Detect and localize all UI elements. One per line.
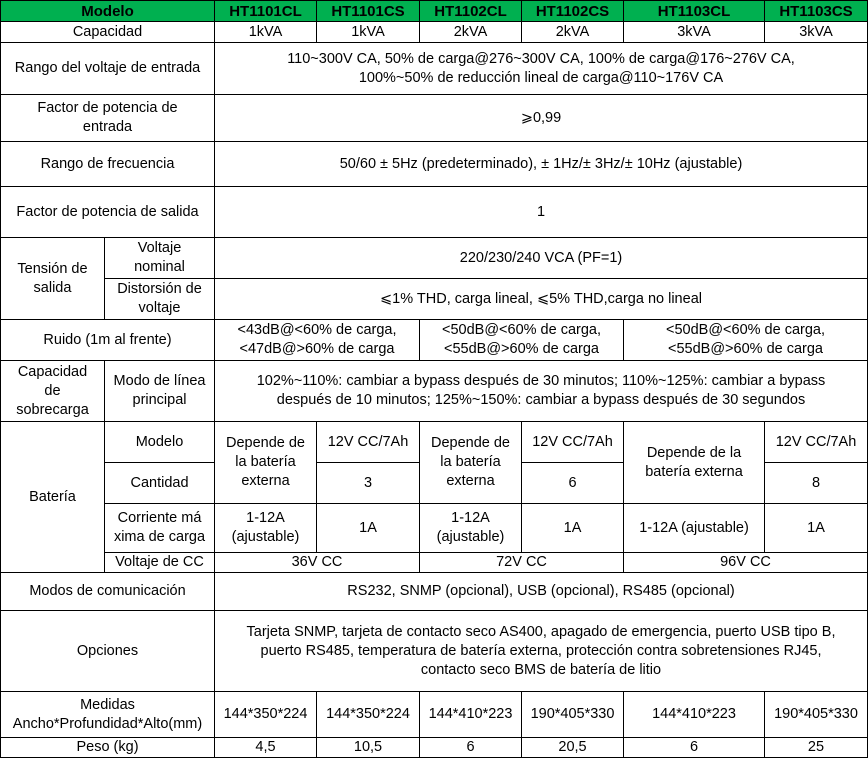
peso-value: 4,5	[215, 738, 317, 758]
bateria-corriente-value: 1-12A (ajustable)	[624, 504, 765, 553]
bateria-cantidad-value: 6	[522, 463, 624, 504]
rango-voltaje-value	[215, 43, 868, 95]
label-line: sobrecarga	[16, 401, 89, 418]
row-factor-salida	[1, 187, 868, 238]
label-line: principal	[132, 392, 187, 408]
bateria-externa	[420, 422, 522, 504]
label-line: Medidas	[80, 696, 135, 713]
label-line: Factor de potencia de	[37, 100, 178, 116]
value-line: Depende de	[430, 435, 510, 451]
row-rango-voltaje	[1, 43, 868, 95]
peso-value: 10,5	[317, 738, 420, 758]
value-line: (ajustable)	[436, 529, 505, 545]
factor-salida-value: 1	[215, 187, 868, 238]
value-line: la batería	[440, 454, 501, 470]
value-line: (ajustable)	[231, 529, 300, 545]
bateria-voltaje-value: 72V CC	[420, 553, 624, 573]
opciones-value	[215, 611, 868, 692]
value-line: 1-12A	[246, 510, 285, 526]
bateria-cantidad-value: 8	[765, 463, 868, 504]
value-line: <50dB@<60% de carga,	[665, 322, 826, 338]
row-bateria-corriente	[1, 504, 868, 553]
bateria-corriente-value	[420, 504, 522, 553]
value-line: <43dB@<60% de carga,	[237, 322, 397, 338]
bateria-cantidad-label: Cantidad	[105, 463, 215, 504]
medidas-value: 190*405*330	[522, 692, 624, 738]
value-line: <47dB@>60% de carga	[239, 341, 395, 357]
row-factor-entrada	[1, 95, 868, 142]
frecuencia-value: 50/60 ± 5Hz (predeterminado), ± 1Hz/± 3Hz/± 10Hz (ajustable)	[215, 142, 868, 187]
bateria-voltaje-value: 96V CC	[624, 553, 868, 573]
row-ruido	[1, 320, 868, 361]
ruido-value	[624, 320, 868, 361]
capacidad-value: 2kVA	[522, 22, 624, 43]
label-line: Ancho*Profundidad*Alto(mm)	[12, 715, 203, 732]
tension-salida-label	[1, 238, 105, 320]
label-line: Tensión de	[17, 260, 88, 277]
value-line: externa	[446, 473, 495, 489]
capacidad-label: Capacidad	[1, 22, 215, 43]
factor-entrada-label	[1, 95, 215, 142]
bateria-cantidad-value: 3	[317, 463, 420, 504]
medidas-value: 190*405*330	[765, 692, 868, 738]
value-line: puerto RS485, temperatura de batería externa, protección contra sobretensiones RJ45,	[260, 642, 822, 659]
header-model-3: HT1102CL	[420, 1, 522, 22]
label-line: voltaje	[138, 300, 181, 316]
bateria-label: Batería	[1, 422, 105, 573]
label-line: de	[44, 382, 61, 399]
row-peso	[1, 738, 868, 758]
comunicacion-value: RS232, SNMP (opcional), USB (opcional), RS485 (opcional)	[215, 573, 868, 611]
peso-value: 20,5	[522, 738, 624, 758]
sobrecarga-value	[215, 361, 868, 422]
capacidad-value: 3kVA	[624, 22, 765, 43]
frecuencia-label: Rango de frecuencia	[1, 142, 215, 187]
value-line: Depende de la	[646, 444, 742, 461]
label-line: Distorsión de	[117, 281, 202, 297]
bateria-modelo-value: 12V CC/7Ah	[765, 422, 868, 463]
value-line: <55dB@>60% de carga	[668, 341, 823, 357]
peso-value: 25	[765, 738, 868, 758]
header-model-4: HT1102CS	[522, 1, 624, 22]
value-line: <50dB@<60% de carga,	[441, 322, 602, 338]
ruido-value	[215, 320, 420, 361]
header-modelo: Modelo	[1, 1, 215, 22]
peso-label: Peso (kg)	[1, 738, 215, 758]
value-line: 102%~110%: cambiar a bypass después de 30 minutos; 110%~125%: cambiar a bypass	[256, 373, 826, 389]
value-line: batería externa	[645, 463, 743, 480]
value-line: 1-12A	[451, 510, 490, 526]
bateria-corriente-value	[215, 504, 317, 553]
bateria-corriente-label	[105, 504, 215, 553]
label-line: Corriente má	[117, 510, 202, 526]
rango-voltaje-line: 110~300V CA, 50% de carga@276~300V CA, 100% de carga@176~276V CA,	[287, 50, 795, 67]
medidas-value: 144*410*223	[624, 692, 765, 738]
capacidad-value: 1kVA	[215, 22, 317, 43]
label-line: Voltaje	[137, 240, 182, 256]
bateria-modelo-value: 12V CC/7Ah	[522, 422, 624, 463]
header-model-1: HT1101CL	[215, 1, 317, 22]
value-line: después de 10 minutos; 125%~150%: cambiar a bypass después de 30 segundos	[276, 392, 806, 408]
row-frecuencia	[1, 142, 868, 187]
label-line: Capacidad	[17, 363, 88, 380]
medidas-value: 144*350*224	[215, 692, 317, 738]
bateria-corriente-value: 1A	[317, 504, 420, 553]
bateria-modelo-value: 12V CC/7Ah	[317, 422, 420, 463]
value-line: Tarjeta SNMP, tarjeta de contacto seco AS400, apagado de emergencia, puerto USB tipo B,	[246, 623, 836, 640]
factor-entrada-value: ⩾0,99	[215, 95, 868, 142]
row-comunicacion	[1, 573, 868, 611]
label-line: nominal	[134, 259, 185, 275]
peso-value: 6	[420, 738, 522, 758]
opciones-label: Opciones	[1, 611, 215, 692]
row-bateria-voltaje	[1, 553, 868, 573]
row-capacidad	[1, 22, 868, 43]
capacidad-value: 3kVA	[765, 22, 868, 43]
row-voltaje-nominal	[1, 238, 868, 279]
label-line: salida	[33, 279, 72, 296]
ruido-label: Ruido (1m al frente)	[1, 320, 215, 361]
medidas-value: 144*350*224	[317, 692, 420, 738]
label-line: Modo de línea	[113, 373, 206, 389]
row-medidas	[1, 692, 868, 738]
label-line: entrada	[82, 119, 133, 135]
voltaje-nominal-label	[105, 238, 215, 279]
row-opciones	[1, 611, 868, 692]
rango-voltaje-line: 100%~50% de reducción lineal de carga@110~176V CA	[358, 69, 724, 86]
bateria-modelo-label: Modelo	[105, 422, 215, 463]
row-distorsion	[1, 279, 868, 320]
row-sobrecarga	[1, 361, 868, 422]
factor-salida-label: Factor de potencia de salida	[1, 187, 215, 238]
row-bateria-modelo	[1, 422, 868, 463]
label-line: xima de carga	[113, 529, 206, 545]
voltaje-nominal-value: 220/230/240 VCA (PF=1)	[215, 238, 868, 279]
comunicacion-label: Modos de comunicación	[1, 573, 215, 611]
bateria-voltaje-label: Voltaje de CC	[105, 553, 215, 573]
capacidad-value: 2kVA	[420, 22, 522, 43]
value-line: la batería	[235, 454, 296, 470]
value-line: contacto seco BMS de batería de litio	[420, 661, 662, 678]
bateria-corriente-value: 1A	[522, 504, 624, 553]
bateria-externa	[215, 422, 317, 504]
value-line: <55dB@>60% de carga	[444, 341, 599, 357]
distorsion-label	[105, 279, 215, 320]
value-line: externa	[241, 473, 290, 489]
header-model-5: HT1103CL	[624, 1, 765, 22]
medidas-value: 144*410*223	[420, 692, 522, 738]
bateria-voltaje-value: 36V CC	[215, 553, 420, 573]
ruido-value	[420, 320, 624, 361]
medidas-label	[1, 692, 215, 738]
header-model-2: HT1101CS	[317, 1, 420, 22]
bateria-corriente-value: 1A	[765, 504, 868, 553]
capacidad-value: 1kVA	[317, 22, 420, 43]
header-model-6: HT1103CS	[765, 1, 868, 22]
distorsion-value: ⩽1% THD, carga lineal, ⩽5% THD,carga no lineal	[215, 279, 868, 320]
sobrecarga-sub-label	[105, 361, 215, 422]
sobrecarga-label	[1, 361, 105, 422]
value-line: Depende de	[225, 435, 305, 451]
header-row	[1, 1, 868, 22]
peso-value: 6	[624, 738, 765, 758]
bateria-externa	[624, 422, 765, 504]
rango-voltaje-label: Rango del voltaje de entrada	[1, 43, 215, 95]
